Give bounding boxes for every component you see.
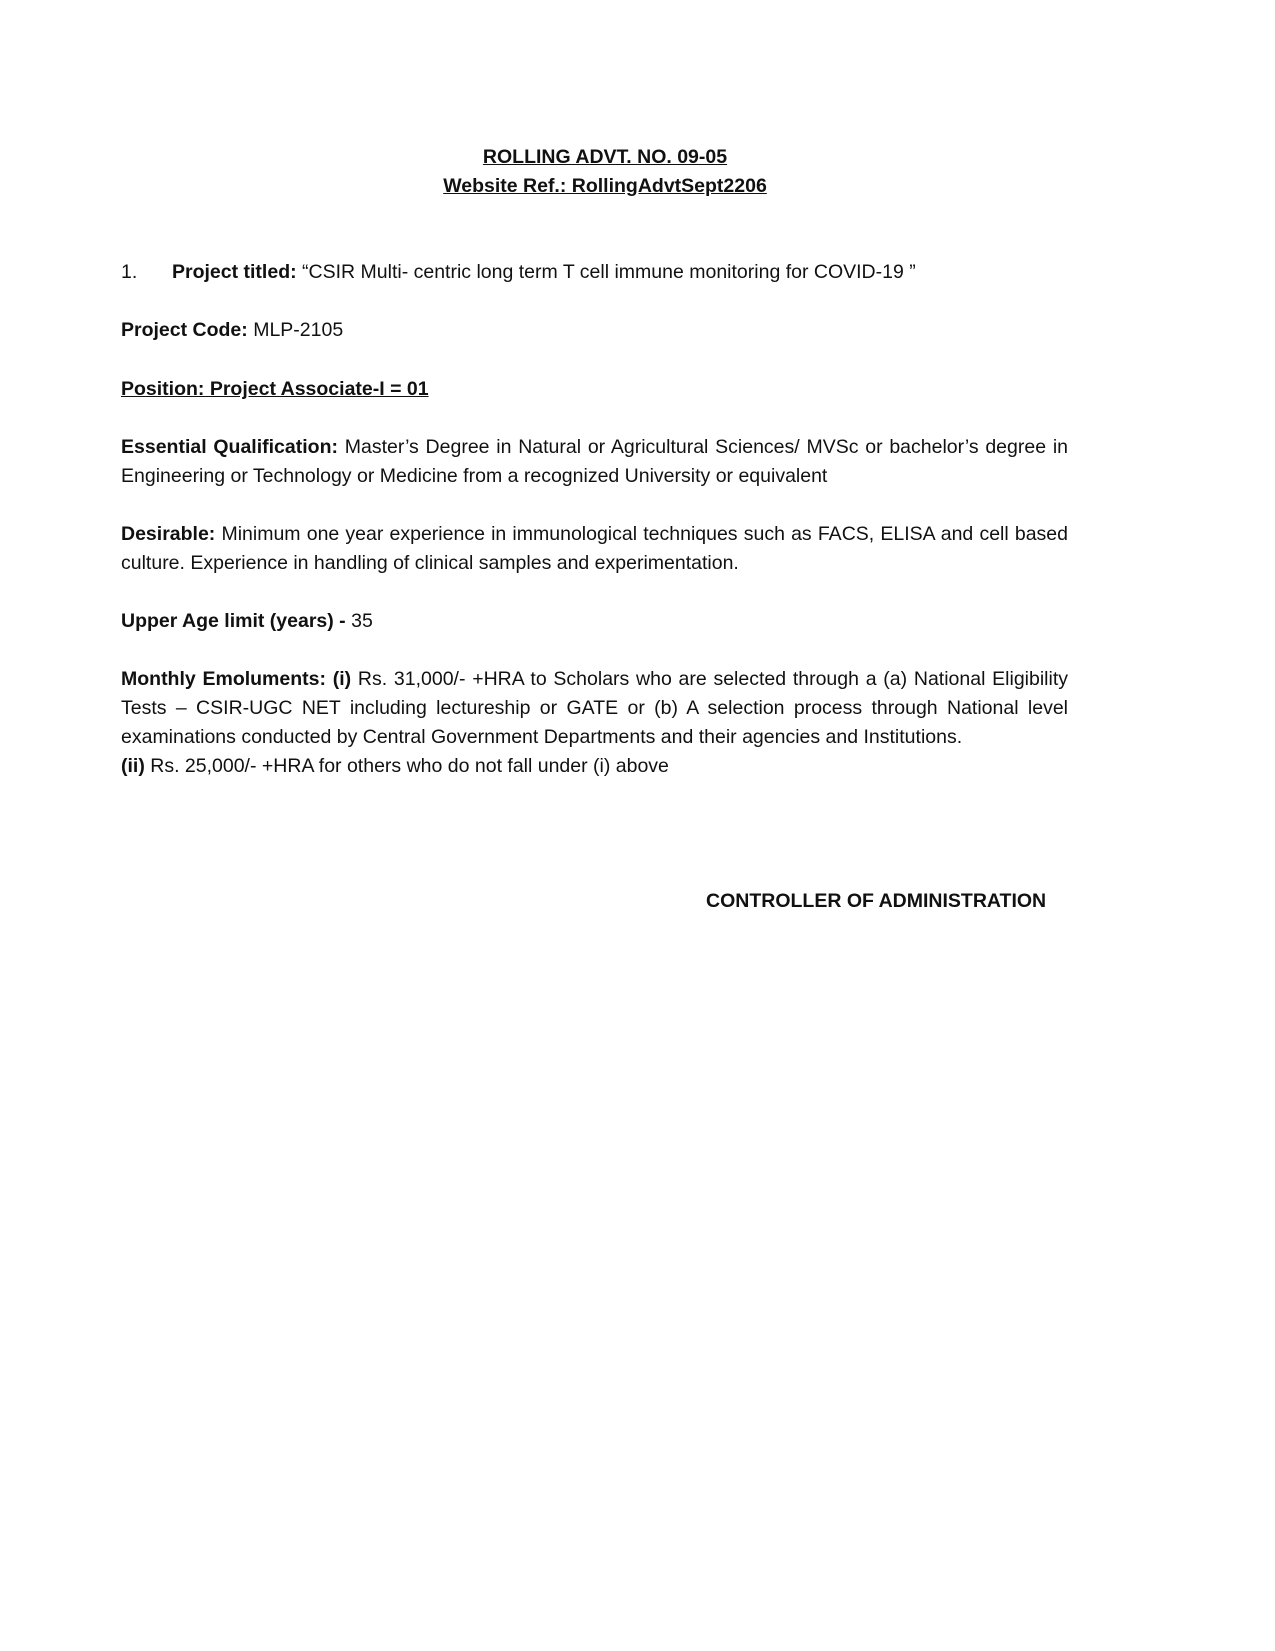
project-title-label: Project titled: bbox=[172, 261, 297, 283]
advt-number-heading: ROLLING ADVT. NO. 09-05 bbox=[482, 146, 728, 168]
signature-block: CONTROLLER OF ADMINISTRATION bbox=[706, 890, 1047, 912]
qualification-label: Essential Qualification: bbox=[121, 436, 338, 458]
project-code-value: MLP-2105 bbox=[253, 319, 344, 341]
desirable-label: Desirable: bbox=[121, 523, 216, 545]
emoluments-label: Monthly Emoluments: bbox=[121, 668, 326, 690]
qualification-paragraph bbox=[121, 433, 1068, 491]
website-ref-heading: Website Ref.: RollingAdvtSept2206 bbox=[443, 175, 767, 197]
emoluments-ii-label: (ii) bbox=[121, 755, 145, 777]
project-code-label: Project Code: bbox=[121, 319, 248, 341]
age-limit-label: Upper Age limit (years) - bbox=[121, 610, 346, 632]
emoluments-paragraph bbox=[121, 665, 1068, 781]
emoluments-i-value: Rs. 31,000/- +HRA to Scholars who are selected through a (a) National Eligibility Tests – CSIR-UGC NET including lectureship or GATE or (b) A selection process through National level examinations conducted by Central Government Departments and their agencies and Institutions. bbox=[121, 668, 1069, 748]
desirable-paragraph bbox=[121, 520, 1068, 578]
project-title-value: “CSIR Multi- centric long term T cell immune monitoring for COVID-19 ” bbox=[302, 261, 916, 283]
item-number: 1. bbox=[121, 261, 138, 283]
age-limit-line bbox=[121, 607, 1068, 636]
emoluments-i-label: (i) bbox=[332, 668, 352, 690]
project-code-line bbox=[121, 316, 1068, 345]
desirable-value: Minimum one year experience in immunological techniques such as FACS, ELISA and cell based culture. Experience in handling of clinical samples and experimentation. bbox=[121, 523, 1068, 574]
age-limit-value: 35 bbox=[351, 610, 373, 632]
position-line: Position: Project Associate-I = 01 bbox=[121, 378, 429, 400]
qualification-value: Master’s Degree in Natural or Agricultural Sciences/ MVSc or bachelor’s degree in Engineering or Technology or Medicine from a recognized University or equivalent bbox=[121, 436, 1068, 487]
emoluments-ii-value: Rs. 25,000/- +HRA for others who do not fall under (i) above bbox=[150, 755, 669, 777]
project-title-line bbox=[121, 258, 1068, 287]
